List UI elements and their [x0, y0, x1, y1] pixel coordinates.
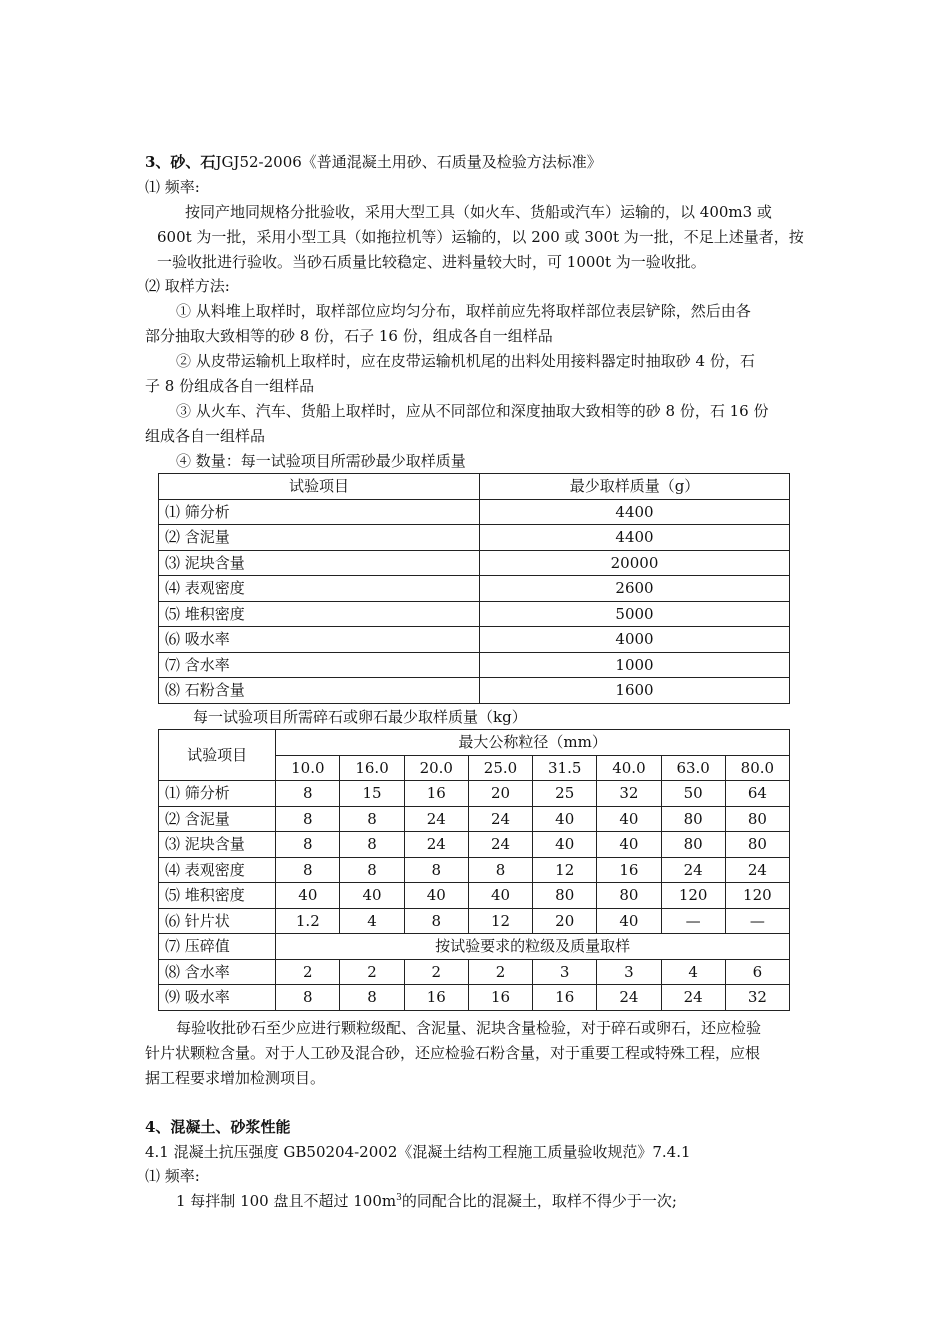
- section3-heading: [145, 150, 815, 174]
- sampling-3a: ③ 从火车、汽车、货船上取样时，应从不同部位和深度抽取大致相等的砂 8 份，石 16 份: [176, 402, 769, 420]
- table-cell: 20: [533, 908, 597, 934]
- table-row: [159, 499, 790, 525]
- sampling-2b: 子 8 份组成各自一组样品: [145, 377, 315, 395]
- table-cell: 16: [468, 985, 532, 1011]
- table-cell: ⑹ 针片状: [159, 908, 276, 934]
- table-cell: 40: [597, 908, 661, 934]
- sand-sampling-table: [158, 473, 790, 704]
- table-cell: 8: [276, 985, 340, 1011]
- table-cell: ⑵ 含泥量: [159, 806, 276, 832]
- table-cell: 3: [533, 959, 597, 985]
- table-header-row: [159, 730, 790, 756]
- table-cell: 40: [340, 883, 404, 909]
- sampling-3b: 组成各自一组样品: [145, 427, 266, 445]
- table-cell: 4: [661, 959, 725, 985]
- section3-title-rest: JGJ52-2006《普通混凝土用砂、石质量及检验方法标准》: [215, 153, 602, 171]
- table-cell: 24: [404, 806, 468, 832]
- table-cell: 40: [468, 883, 532, 909]
- table-cell: 24: [661, 985, 725, 1011]
- table-cell: ⑸ 堆积密度: [159, 601, 480, 627]
- size-cell: 20.0: [404, 755, 468, 781]
- table-cell: —: [725, 908, 789, 934]
- section4-heading: 4、混凝土、砂浆性能: [145, 1118, 291, 1136]
- table-cell: ⑼ 吸水率: [159, 985, 276, 1011]
- table-row: [159, 908, 790, 934]
- table-cell: 50: [661, 781, 725, 807]
- table-cell: 8: [276, 781, 340, 807]
- table-cell: 2: [468, 959, 532, 985]
- freq-text-1: 按同产地同规格分批验收，采用大型工具（如火车、货船或汽车）运输的，以 400m3 或: [185, 203, 772, 221]
- table-cell: 2: [340, 959, 404, 985]
- stone-table-caption: 每一试验项目所需碎石或卵石最少取样质量（kg）: [193, 708, 527, 726]
- size-cell: 80.0: [725, 755, 789, 781]
- table-cell: 8: [404, 857, 468, 883]
- table-cell: ⑹ 吸水率: [159, 627, 480, 653]
- table-cell: 80: [725, 832, 789, 858]
- table-cell: 24: [404, 832, 468, 858]
- table-row: [159, 525, 790, 551]
- table-cell: 4400: [480, 499, 790, 525]
- sampling-1a: ① 从料堆上取样时，取样部位应均匀分布，取样前应先将取样部位表层铲除，然后由各: [176, 302, 751, 320]
- size-cell: 10.0: [276, 755, 340, 781]
- table-row: [159, 883, 790, 909]
- table-cell: ⑶ 泥块含量: [159, 550, 480, 576]
- section4-sub: 4.1 混凝土抗压强度 GB50204-2002《混凝土结构工程施工质量验收规范》7.4.1: [145, 1143, 691, 1161]
- table-row: [159, 550, 790, 576]
- table-cell: 25: [533, 781, 597, 807]
- table-cell: 8: [276, 857, 340, 883]
- table-cell: 120: [661, 883, 725, 909]
- table-cell: 3: [597, 959, 661, 985]
- table-row: [159, 832, 790, 858]
- item1-sup: 3: [396, 1193, 402, 1203]
- table-cell: 20000: [480, 550, 790, 576]
- table-row: [159, 857, 790, 883]
- sampling-1b: 部分抽取大致相等的砂 8 份，石子 16 份，组成各自一组样品: [145, 327, 553, 345]
- table-cell: 32: [597, 781, 661, 807]
- table-cell: ⑸ 堆积密度: [159, 883, 276, 909]
- table-cell: 8: [276, 832, 340, 858]
- table-cell: 8: [340, 806, 404, 832]
- table-cell: 24: [597, 985, 661, 1011]
- table-header-row: [159, 474, 790, 500]
- table-cell: ⑺ 压碎值: [159, 934, 276, 960]
- sampling-2a: ② 从皮带运输机上取样时，应在皮带运输机机尾的出料处用接料器定时抽取砂 4 份，石: [176, 352, 755, 370]
- table-row: [159, 959, 790, 985]
- header-min-mass: 最少取样质量（g）: [480, 474, 790, 500]
- table-cell: 20: [468, 781, 532, 807]
- table-cell: 2600: [480, 576, 790, 602]
- table-cell: 80: [661, 806, 725, 832]
- table-cell: ⑵ 含泥量: [159, 525, 480, 551]
- header-test-item: 试验项目: [159, 730, 276, 781]
- stone-rows: [159, 959, 790, 1010]
- table-row: [159, 781, 790, 807]
- table-cell: 8: [468, 857, 532, 883]
- stone-rows: [159, 781, 790, 934]
- table-cell: 80: [661, 832, 725, 858]
- table-cell: ⑴ 筛分析: [159, 499, 480, 525]
- note-line-3: 据工程要求增加检测项目。: [145, 1069, 326, 1087]
- table-row: [159, 678, 790, 704]
- table-cell: 4000: [480, 627, 790, 653]
- table-cell: 40: [276, 883, 340, 909]
- table-cell: ⑴ 筛分析: [159, 781, 276, 807]
- table-row: [159, 601, 790, 627]
- freq-label: ⑴ 频率:: [145, 178, 200, 196]
- table-cell: 24: [725, 857, 789, 883]
- table-cell: 16: [597, 857, 661, 883]
- freq-text-2: 600t 为一批，采用小型工具（如拖拉机等）运输的，以 200 或 300t 为一批，不足上述量者，按: [157, 228, 804, 246]
- table-cell: 24: [468, 806, 532, 832]
- table-cell: 80: [725, 806, 789, 832]
- table-cell: 24: [661, 857, 725, 883]
- table-row-crush: [159, 934, 790, 960]
- table-cell: 8: [276, 806, 340, 832]
- table-cell: 16: [533, 985, 597, 1011]
- table-cell: 5000: [480, 601, 790, 627]
- stone-sampling-table: [158, 729, 790, 1011]
- table-cell: 8: [340, 832, 404, 858]
- table-cell: ⑷ 表观密度: [159, 576, 480, 602]
- table-cell: ⑺ 含水率: [159, 652, 480, 678]
- table-cell: 16: [404, 781, 468, 807]
- sampling-label: ⑵ 取样方法:: [145, 277, 230, 295]
- section4-item-1: [176, 1189, 846, 1213]
- table-cell: 40: [404, 883, 468, 909]
- table-cell: 64: [725, 781, 789, 807]
- table-cell: 6: [725, 959, 789, 985]
- table-cell: ⑷ 表观密度: [159, 857, 276, 883]
- table-cell: 8: [340, 857, 404, 883]
- table-row: [159, 576, 790, 602]
- table-cell: 24: [468, 832, 532, 858]
- table-cell: 8: [340, 985, 404, 1011]
- table-cell: 120: [725, 883, 789, 909]
- item1-after: 的同配合比的混凝土，取样不得少于一次;: [401, 1192, 677, 1210]
- table-row: [159, 985, 790, 1011]
- header-test-item: 试验项目: [159, 474, 480, 500]
- table-cell-merged: 按试验要求的粒级及质量取样: [276, 934, 790, 960]
- table-cell: 40: [597, 806, 661, 832]
- table-cell: 1.2: [276, 908, 340, 934]
- table-cell: 12: [533, 857, 597, 883]
- table-cell: 80: [533, 883, 597, 909]
- table-cell: 1000: [480, 652, 790, 678]
- section3-title-bold: 3、砂、石: [145, 153, 216, 171]
- size-cell: 63.0: [661, 755, 725, 781]
- table-cell: ⑻ 含水率: [159, 959, 276, 985]
- header-max-size: 最大公称粒径（mm）: [276, 730, 790, 756]
- table-row: [159, 652, 790, 678]
- table-cell: 15: [340, 781, 404, 807]
- table-cell: ⑶ 泥块含量: [159, 832, 276, 858]
- sampling-4: ④ 数量：每一试验项目所需砂最少取样质量: [176, 452, 466, 470]
- table-cell: 40: [533, 806, 597, 832]
- table-cell: 32: [725, 985, 789, 1011]
- table-cell: 4400: [480, 525, 790, 551]
- size-cell: 40.0: [597, 755, 661, 781]
- table-cell: —: [661, 908, 725, 934]
- size-cell: 16.0: [340, 755, 404, 781]
- section4-freq-label: ⑴ 频率:: [145, 1167, 200, 1185]
- table-cell: 2: [404, 959, 468, 985]
- size-cell: 25.0: [468, 755, 532, 781]
- size-cell: 31.5: [533, 755, 597, 781]
- note-line-2: 针片状颗粒含量。对于人工砂及混合砂，还应检验石粉含量，对于重要工程或特殊工程，应根: [145, 1044, 761, 1062]
- table-cell: 8: [404, 908, 468, 934]
- freq-text-3: 一验收批进行验收。当砂石质量比较稳定、进料量较大时，可 1000t 为一验收批。: [157, 253, 706, 271]
- table-row: [159, 806, 790, 832]
- table-cell: 16: [404, 985, 468, 1011]
- table-cell: 4: [340, 908, 404, 934]
- item1-before: 1 每拌制 100 盘且不超过 100m: [176, 1192, 397, 1210]
- table-cell: 2: [276, 959, 340, 985]
- table-cell: 1600: [480, 678, 790, 704]
- table-cell: 12: [468, 908, 532, 934]
- table-cell: 40: [597, 832, 661, 858]
- note-line-1: 每验收批砂石至少应进行颗粒级配、含泥量、泥块含量检验，对于碎石或卵石，还应检验: [176, 1019, 762, 1037]
- table-cell: ⑻ 石粉含量: [159, 678, 480, 704]
- table-cell: 80: [597, 883, 661, 909]
- table-row: [159, 627, 790, 653]
- table-cell: 40: [533, 832, 597, 858]
